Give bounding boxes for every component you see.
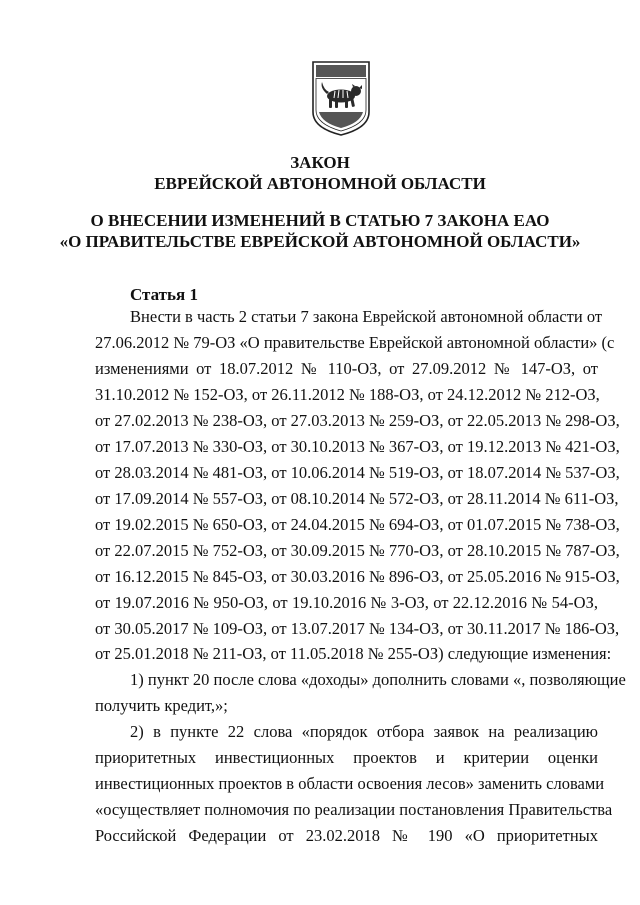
law-title-line-2: «О ПРАВИТЕЛЬСТВЕ ЕВРЕЙСКОЙ АВТОНОМНОЙ ОБЛАСТИ» — [59, 232, 581, 251]
body-line: Российской Федерации от 23.02.2018 № 190 «О приоритетных — [95, 826, 598, 845]
body-line: приоритетных инвестиционных проектов и критерии оценки — [95, 748, 598, 767]
list-item-1: 1) пункт 20 после слова «доходы» дополнить словами «, позволяющие — [130, 670, 626, 689]
body-line: получить кредит,»; — [95, 696, 228, 715]
article-label: Статья 1 — [130, 285, 198, 304]
body-line: от 17.07.2013 № 330-ОЗ, от 30.10.2013 № 367-ОЗ, от 19.12.2013 № 421-ОЗ, — [95, 437, 620, 456]
region-heading: ЕВРЕЙСКОЙ АВТОНОМНОЙ ОБЛАСТИ — [154, 174, 486, 193]
body-line: от 28.03.2014 № 481-ОЗ, от 10.06.2014 № 519-ОЗ, от 18.07.2014 № 537-ОЗ, — [95, 463, 620, 482]
body-line: от 30.05.2017 № 109-ОЗ, от 13.07.2017 № 134-ОЗ, от 30.11.2017 № 186-ОЗ, — [95, 619, 620, 638]
body-line: Внести в часть 2 статьи 7 закона Еврейской автономной области от — [130, 307, 603, 326]
body-line: от 22.07.2015 № 752-ОЗ, от 30.09.2015 № 770-ОЗ, от 28.10.2015 № 787-ОЗ, — [95, 541, 620, 560]
coat-of-arms-emblem — [307, 58, 375, 138]
law-title-line-1: О ВНЕСЕНИИ ИЗМЕНЕНИЙ В СТАТЬЮ 7 ЗАКОНА ЕАО — [90, 211, 550, 230]
body-line: инвестиционных проектов в области освоения лесов» заменить словами — [95, 774, 605, 793]
body-line: 31.10.2012 № 152-ОЗ, от 26.11.2012 № 188-ОЗ, от 24.12.2012 № 212-ОЗ, — [95, 385, 600, 404]
body-line: от 16.12.2015 № 845-ОЗ, от 30.03.2016 № 896-ОЗ, от 25.05.2016 № 915-ОЗ, — [95, 567, 620, 586]
body-line: от 25.01.2018 № 211-ОЗ, от 11.05.2018 № 255-ОЗ) следующие изменения: — [95, 644, 612, 663]
body-line: от 19.02.2015 № 650-ОЗ, от 24.04.2015 № 694-ОЗ, от 01.07.2015 № 738-ОЗ, — [95, 515, 620, 534]
law-heading: ЗАКОН — [290, 153, 350, 172]
body-line: 27.06.2012 № 79-ОЗ «О правительстве Еврейской автономной области» (с — [95, 333, 615, 352]
body-line: от 19.07.2016 № 950-ОЗ, от 19.10.2016 № 3-ОЗ, от 22.12.2016 № 54-ОЗ, — [95, 593, 598, 612]
body-line: от 27.02.2013 № 238-ОЗ, от 27.03.2013 № 259-ОЗ, от 22.05.2013 № 298-ОЗ, — [95, 411, 620, 430]
body-line: от 17.09.2014 № 557-ОЗ, от 08.10.2014 № 572-ОЗ, от 28.11.2014 № 611-ОЗ, — [95, 489, 619, 508]
body-line: изменениями от 18.07.2012 № 110-ОЗ, от 27.09.2012 № 147-ОЗ, от — [95, 359, 598, 378]
list-item-2: 2) в пункте 22 слова «порядок отбора заявок на реализацию — [130, 722, 598, 741]
body-line: «осуществляет полномочия по реализации постановления Правительства — [95, 800, 613, 819]
